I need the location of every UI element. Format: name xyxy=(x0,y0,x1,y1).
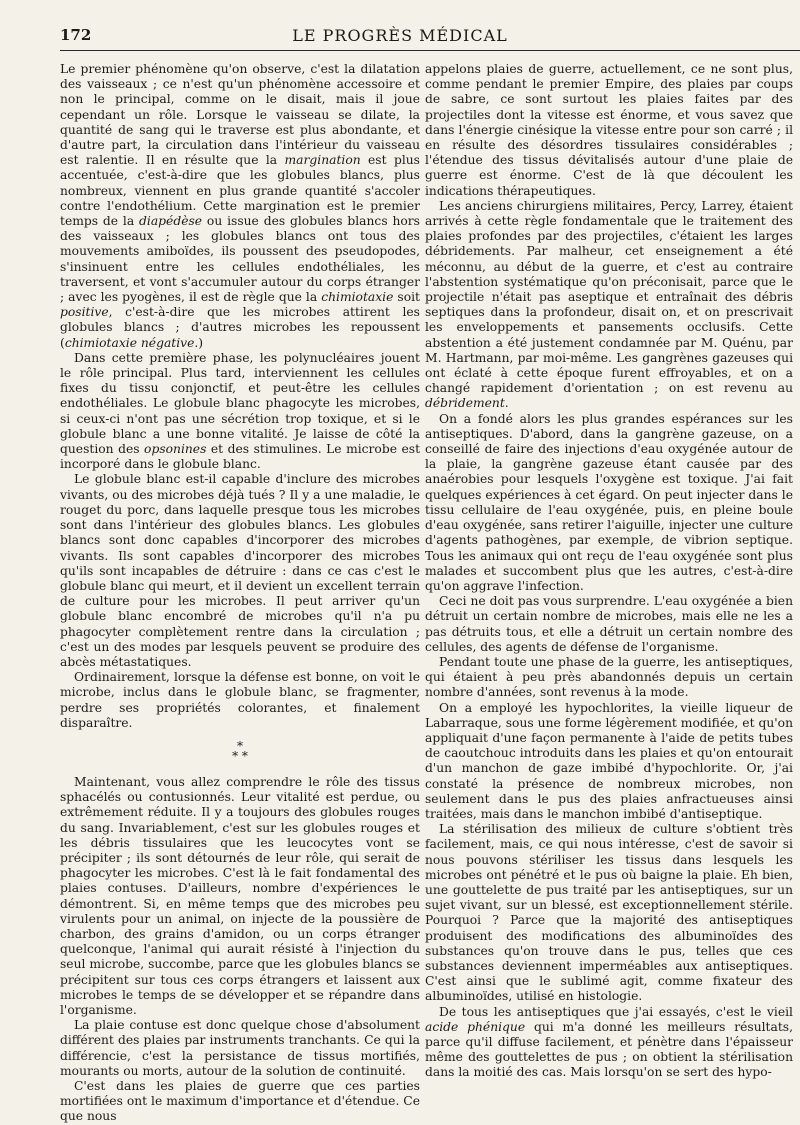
paragraph-retour-antiseptiques: Pendant toute une phase de la guerre, les antiseptiques, qui étaient à peu près abandonnés depuis un certain nombre d'années, sont revenus à la mode. xyxy=(425,654,793,700)
header-rule xyxy=(60,50,800,51)
section-asterism: * * * xyxy=(232,738,248,763)
paragraph-plaies-de-guerre: C'est dans les plaies de guerre que ces parties mortifiées ont le maximum d'importance et d'étendue. Ce que nous xyxy=(60,1079,420,1124)
left-column xyxy=(60,62,420,1125)
paragraph-antiseptiques: On a fondé alors les plus grandes espérances sur les antiseptiques. D'abord, dans la gangrène gazeuse, on a conseillé de faire des injections d'eau oxygénée autour de la plaie, la gangrène gazeuse étant causée par des anaérobies pour lesquels l'oxygène est toxique. J'ai fait quelques expériences à cet égard. On peut injecter dans le tissu cellulaire de l'eau oxygénée, puis, en pleine boule d'eau oxygénée, sans retirer l'aiguille, injecter une culture d'agents pathogènes, par exemple, de vibrion septique. Tous les animaux qui ont reçu de l'eau oxygénée sont plus malades et succombent plus que les autres, c'est-à-dire qu'on aggrave l'infection. xyxy=(425,411,793,593)
paragraph-chirurgiens-militaires: Les anciens chirurgiens militaires, Percy, Larrey, étaient arrivés à cette règle fondamentale que le traitement des plaies profondes par des projectiles, c'étaient les larges débridements. Par malheur, cet enseignement a été méconnu, au début de la guerre, et c'est au contraire l'abstention systématique qu'on préconisait, parce que le projectile n'était pas aseptique et entraînait des débris septiques dans la profondeur, disait on, et on prescrivait les enveloppements et pansements occlusifs. Cette abstention a été justement condamnée par M. Quénu, par M. Hartmann, par moi-même. Les gangrènes gazeuses qui ont éclaté à cette époque furent effroyables, et on a changé rapidement d'orientation ; on est revenu au débridement. xyxy=(425,198,793,411)
paragraph-polynucleaires: Dans cette première phase, les polynucléaires jouent le rôle principal. Plus tard, interviennent les cellules fixes du tissu conjonctif, et peut-être les cellules endothéliales. Le globule blanc phagocyte les microbes, si ceux-ci n'ont pas une sécrétion trop toxique, et si le globule blanc a une bonne vitalité. Je laisse de côté la question des opsonines et des stimulines. Le microbe est incorporé dans le globule blanc. xyxy=(60,350,421,472)
right-column xyxy=(425,62,793,1081)
paragraph-eau-oxygenee: Ceci ne doit pas vous surprendre. L'eau oxygénée a bien détruit un certain nombre de microbes, mais elle ne les a pas détruits tous, et elle a détruit un certain nombre des cellules, des agents de défense de l'organisme. xyxy=(425,594,793,654)
paragraph-projectiles: appelons plaies de guerre, actuellement, ce ne sont plus, comme pendant le premier Empire, des plaies par coups de sabre, ce sont surtout les plaies faites par des projectiles dont la vitesse est énorme, et vous savez que dans l'énergie cinésique la vitesse entre pour son carré ; il en résulte des désordres tissulaires considérables ; l'étendue des tissus dévitalisés autour d'une plaie de guerre est énorme. C'est de là que découlent les indications thérapeutiques. xyxy=(425,62,793,198)
paragraph-hypochlorites: On a employé les hypochlorites, la vieille liqueur de Labarraque, sous une forme légèrement modifiée, et qu'on appliquait d'une façon permanente à l'aide de petits tubes de caoutchouc introduits dans les plaies et qu'on entourait d'un manchon de gaze imbibé d'hypochlorite. Or, j'ai constaté la présence de nombreux microbes, non seulement dans le pus des plaies anfractueuses ainsi traitées, mais dans le manchon imbibé d'antiseptique. xyxy=(425,700,793,821)
paragraph-plaie-contuse: La plaie contuse est donc quelque chose d'absolument différent des plaies par instruments tranchants. Ce qui la différencie, c'est la persistance de tissus mortifiés, mourants ou morts, autour de la solution de continuité. xyxy=(60,1018,420,1078)
paragraph-tissus-sphaceles: Maintenant, vous allez comprendre le rôle des tissus sphacélés ou contusionnés. Leur vitalité est perdue, ou extrêmement réduite. Il y a toujours des globules rouges du sang. Invariablement, c'est sur les globules rouges et les débris tissulaires que les leucocytes vont se précipiter ; ils sont détournés de leur rôle, qui serait de phagocyter les microbes. C'est là le fait fondamental des plaies contuses. D'ailleurs, nombre d'expériences le démontrent. Si, en même temps que des microbes peu virulents pour un animal, on injecte de la poussière de charbon, des grains d'amidon, ou un corps étranger quelconque, l'animal qui aurait résisté à l'injection du seul microbe, succombe, parce que les globules blancs se précipitent sur tous ces corps étrangers et laissent aux microbes le temps de se développer et se répandre dans l'organisme. xyxy=(60,774,420,1017)
page-number: 172 xyxy=(60,26,92,44)
paragraph-globule-blanc: Le globule blanc est-il capable d'inclure des microbes vivants, ou des microbes déjà tués ? Il y a une maladie, le rouget du porc, dans laquelle presque tous les microbes sont dans l'intérieur des globules blancs. Les globules blancs sont donc capables d'incorporer des microbes vivants. Ils sont capables d'incorporer des microbes qu'ils sont incapables de détruire : dans ce cas c'est le globule blanc qui meurt, et il devient un excellent terrain de culture pour les microbes. Il peut arriver qu'un globule blanc encombré de microbes qu'il n'a pu phagocyter complètement rentre dans la circulation ; c'est un des modes par lesquels peuvent se produire des abcès métastatiques. xyxy=(60,472,420,669)
paragraph-defense: Ordinairement, lorsque la défense est bonne, on voit le microbe, inclus dans le globule blanc, se fragmenter, perdre ses propriétés colorantes, et finalement disparaître. xyxy=(60,670,420,730)
paragraph-acide-phenique: De tous les antiseptiques que j'ai essayés, c'est le vieil acide phénique qui m'a donné les meilleurs résultats, parce qu'il diffuse facilement, et pénètre dans l'épaisseur même des gouttelettes de pus ; on obtient la stérilisation dans la moitié des cas. Mais lorsqu'on se sert des hypo- xyxy=(425,1004,793,1080)
paragraph-sterilisation: La stérilisation des milieux de culture s'obtient très facilement, mais, ce qui nous intéresse, c'est de savoir si nous pouvons stériliser les tissus dans lesquels les microbes ont pénétré et le pus où baigne la plaie. Eh bien, une gouttelette de pus traité par les antiseptiques, sur un sujet vivant, sur un blessé, est exceptionnellement stérile. Pourquoi ? Parce que la majorité des antiseptiques produisent des modifications des albuminoïdes des substances qu'on trouve dans le pus, telles que ces substances deviennent imperméables aux antiseptiques. C'est ainsi que le sublimé agit, comme fixateur des albuminoïdes, utilisé en histologie. xyxy=(425,822,793,1004)
journal-title: LE PROGRÈS MÉDICAL xyxy=(292,26,508,45)
paragraph-dilatation: Le premier phénomène qu'on observe, c'est la dilatation des vaisseaux ; ce n'est qu'un phénomène accessoire et non le principal, comme on le disait, mais il joue cependant un rôle. Lorsque le vaisseau se dilate, la quantité de sang qui le traverse est plus abondante, et d'autre part, la circulation dans l'intérieur du vaisseau est ralentie. Il en résulte que la margination est plus accentuée, c'est-à-dire que les globules blancs, plus nombreux, viennent en plus grande quantité s'accoler contre l'endothélium. Cette margination est le premier temps de la diapédèse ou issue des globules blancs hors des vaisseaux ; les globules blancs ont tous des mouvements amiboïdes, ils poussent des pseudopodes, s'insinuent entre les cellules endothéliales, les traversent, et vont s'accumuler autour du corps étranger ; avec les pyogènes, il est de règle que la chimiotaxie soit positive, c'est-à-dire que les microbes attirent les globules blancs ; d'autres microbes les repoussent (chimiotaxie négative.) xyxy=(60,62,420,350)
